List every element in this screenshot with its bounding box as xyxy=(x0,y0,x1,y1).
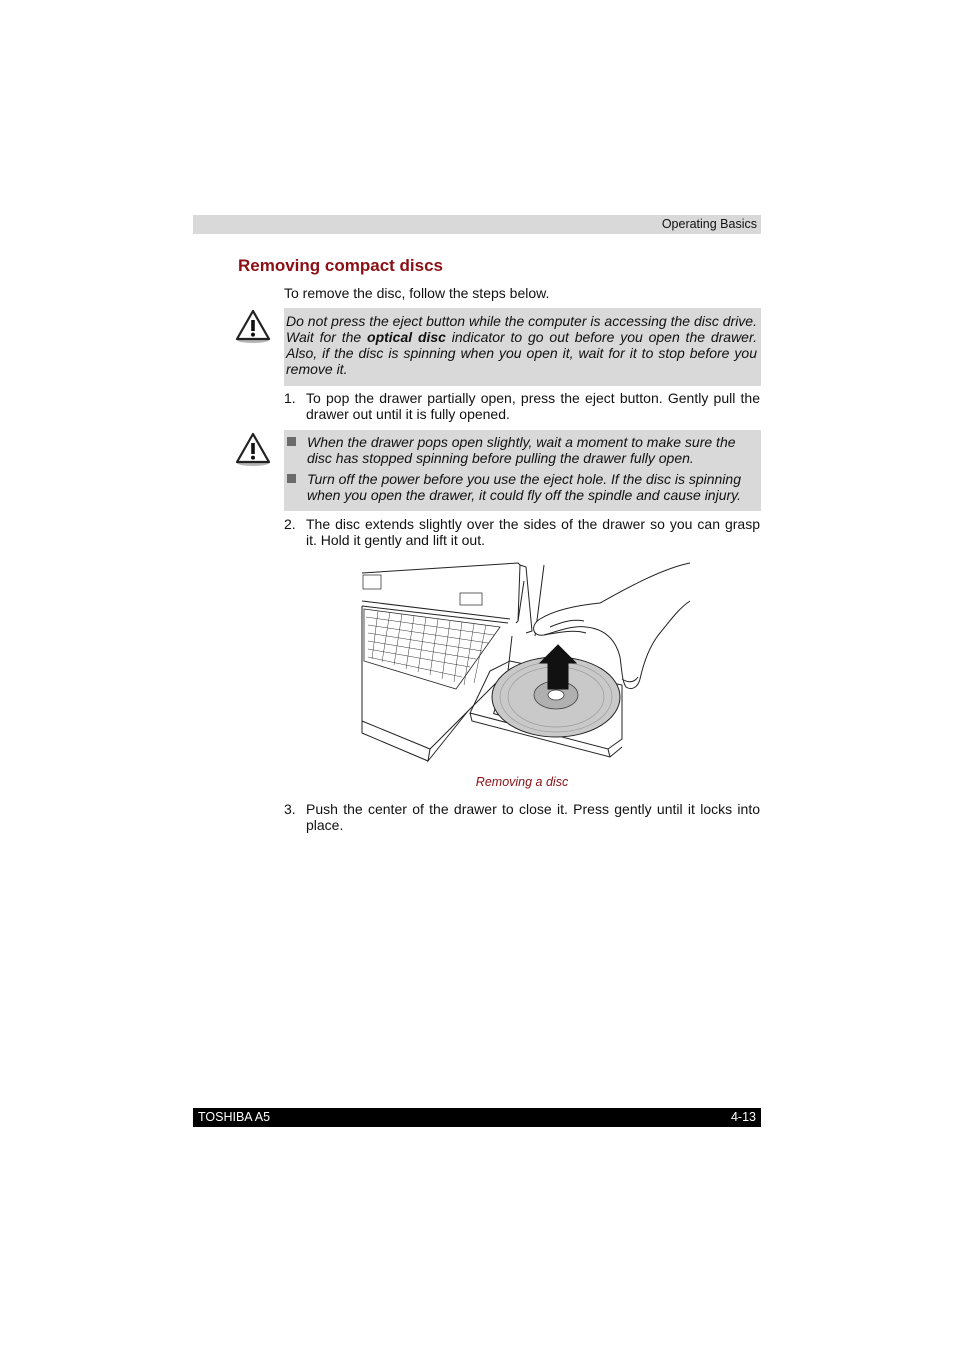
step-text: The disc extends slightly over the sides of the drawer so you can grasp it. Hold it gently and lift it out. xyxy=(306,516,760,548)
step-number: 3. xyxy=(284,801,296,817)
warning-triangle-icon xyxy=(235,431,271,467)
disc-removal-illustration xyxy=(360,561,694,764)
step-number: 1. xyxy=(284,390,296,406)
running-header xyxy=(193,215,761,234)
warning-triangle-icon xyxy=(235,308,271,344)
warning-2-bullet-1: When the drawer pops open slightly, wait a moment to make sure the disc has stopped spinning before pulling the drawer fully open. xyxy=(307,434,736,466)
warning-1-text: Do not press the eject button while the computer is accessing the disc drive. Wait for the optical disc indicator to go out before you open the drawer. Also, if the disc is spinning when you open it, wait for it to stop before you remove it. xyxy=(286,313,758,377)
warning-2-bullet-2: Turn off the power before you use the eject hole. If the disc is spinning when you open the drawer, it could fly off the spindle and cause injury. xyxy=(307,471,742,503)
bullet-square xyxy=(287,437,296,446)
section-title: Removing compact discs xyxy=(238,256,444,275)
optical-disc-term: optical disc xyxy=(367,329,446,345)
bullet-square xyxy=(287,474,296,483)
step-text: To pop the drawer partially open, press the eject button. Gently pull the drawer out until it is fully opened. xyxy=(306,390,760,422)
step-text: Push the center of the drawer to close it. Press gently until it locks into place. xyxy=(306,801,760,833)
page-number: 4-13 xyxy=(730,1110,756,1124)
step-number: 2. xyxy=(284,516,296,532)
footer-product-name: TOSHIBA A5 xyxy=(198,1110,271,1124)
warning-note-1 xyxy=(284,308,761,386)
figure-caption: Removing a disc xyxy=(475,775,569,789)
intro-text: To remove the disc, follow the steps below. xyxy=(284,285,550,301)
warning-note-2 xyxy=(284,430,761,511)
header-section-label: Operating Basics xyxy=(661,217,757,231)
running-footer xyxy=(193,1108,761,1127)
